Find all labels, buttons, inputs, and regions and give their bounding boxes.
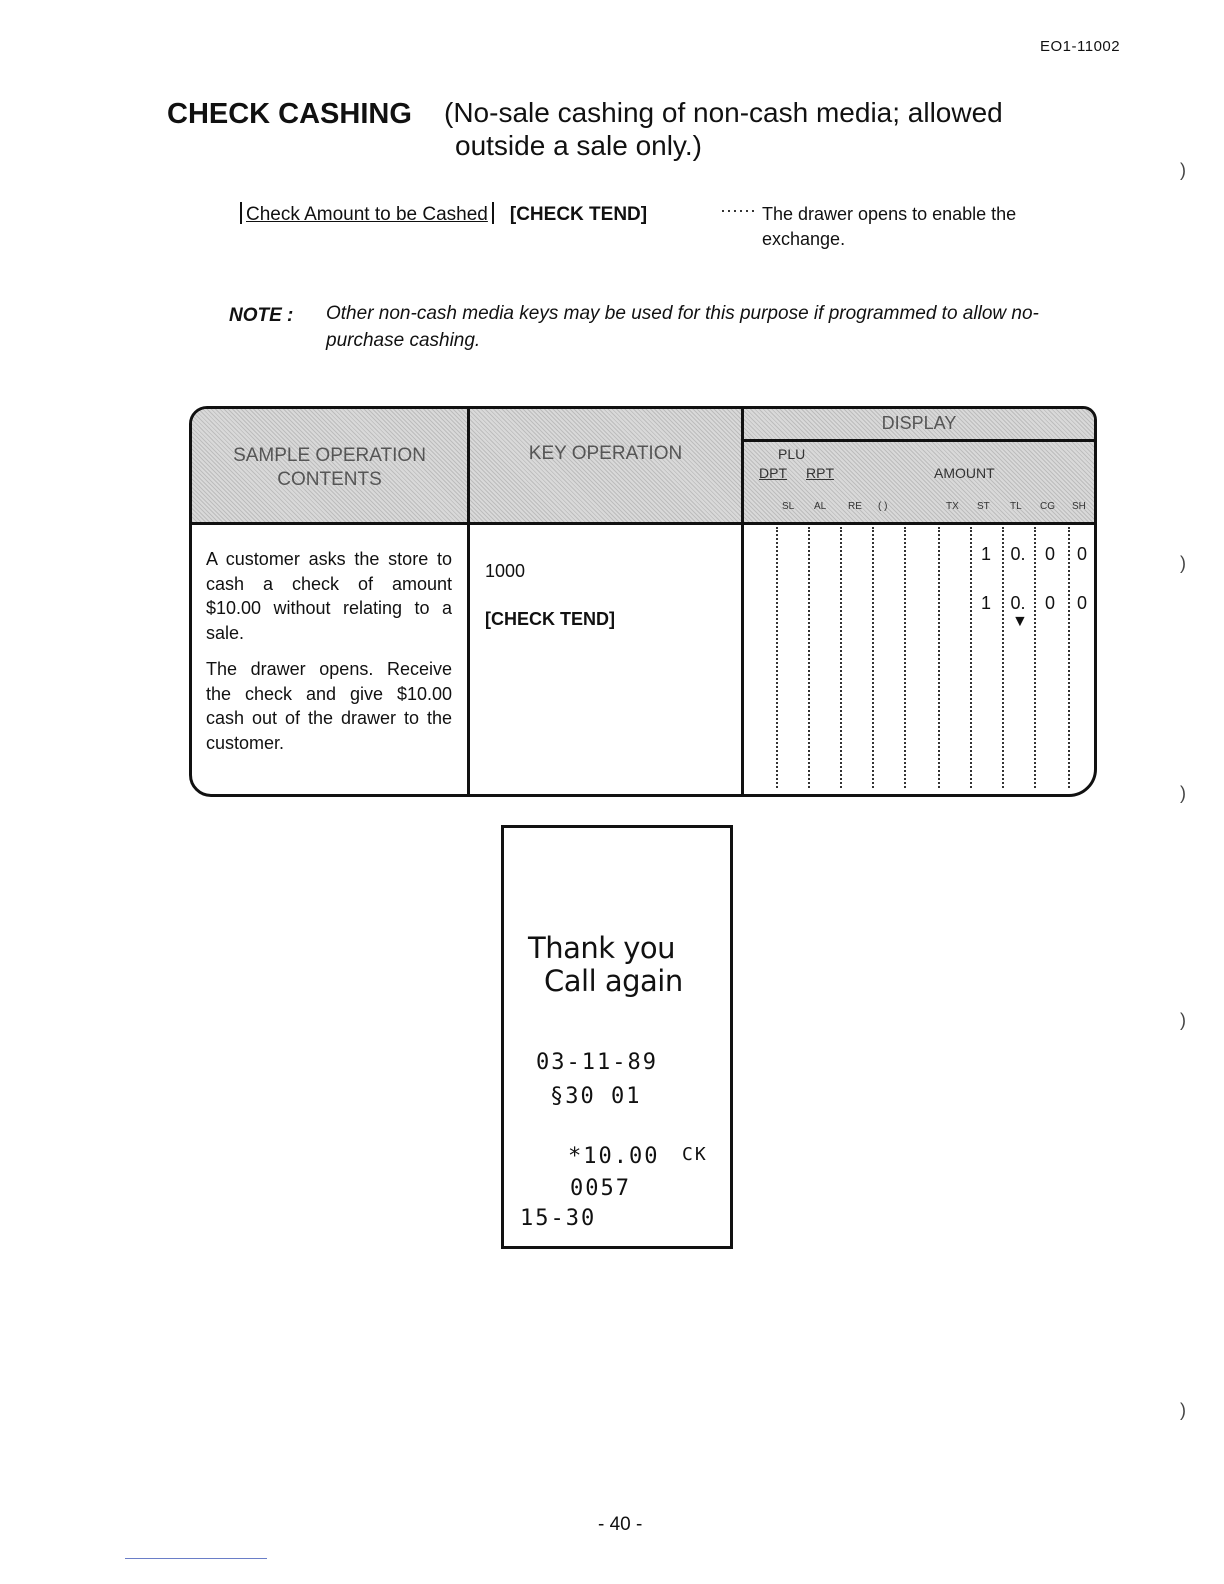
receipt-message: [528, 932, 683, 998]
display-digit: 1: [980, 593, 991, 613]
flag-sh: SH: [1072, 501, 1086, 512]
receipt-consecutive-number: 0057: [570, 1176, 631, 1201]
digit-divider: [872, 527, 874, 788]
digit-divider: [1034, 527, 1036, 788]
display-header: [744, 409, 1094, 525]
receipt-time: 15-30: [520, 1206, 597, 1231]
check-tend-key: [CHECK TEND]: [509, 204, 648, 225]
binding-mark: ): [1180, 1010, 1186, 1030]
key-operation-header: [470, 409, 741, 525]
subtitle-line-2: outside a sale only.): [455, 130, 702, 161]
binding-mark: ): [1180, 783, 1186, 803]
contents-paragraph: The drawer opens. Receive the check and give $10.00 cash out of the drawer to the customer.: [206, 659, 452, 753]
digit-divider: [776, 527, 778, 788]
flag-paren: ( ): [878, 501, 888, 512]
digit-divider: [1002, 527, 1004, 788]
digit-divider: [808, 527, 810, 788]
down-arrow-icon: ▼: [1012, 613, 1028, 630]
page-number: - 40 -: [598, 1514, 643, 1535]
digit-divider: [938, 527, 940, 788]
digit-divider: [904, 527, 906, 788]
flag-al: AL: [814, 501, 827, 512]
dpt-label: DPT: [759, 465, 787, 481]
display-digit: 0: [1076, 544, 1087, 564]
note-text: Other non-cash media keys may be used for this purpose if programmed to allow no-purchase cashing.: [326, 303, 1039, 351]
contents-header-line-1: SAMPLE OPERATION: [233, 445, 426, 466]
subtitle-line-1: (No-sale cashing of non-cash media; allowed: [444, 97, 1003, 128]
flag-sl: SL: [782, 501, 795, 512]
digit-divider: [1068, 527, 1070, 788]
note-label: NOTE :: [229, 305, 294, 326]
display-digit: 0.: [1010, 544, 1026, 564]
plu-label: PLU: [778, 446, 806, 462]
binding-mark: ): [1180, 553, 1186, 573]
receipt-date: 03-11-89: [536, 1050, 658, 1075]
flag-st: ST: [977, 501, 990, 512]
contents-header-line-2: CONTENTS: [277, 469, 382, 490]
section-title: CHECK CASHING: [167, 98, 412, 130]
receipt-store-code: §30 01: [550, 1084, 642, 1109]
display-digit: 0.: [1010, 593, 1026, 613]
receipt-media-symbol: CK: [682, 1144, 708, 1165]
key-op-check-tend: [CHECK TEND]: [485, 609, 615, 629]
flag-tx: TX: [946, 501, 959, 512]
operation-contents: [206, 547, 452, 767]
entry-label: Check Amount to be Cashed: [246, 204, 488, 225]
digit-divider: [840, 527, 842, 788]
rpt-label: RPT: [806, 465, 834, 481]
receipt-amount: *10.00: [568, 1144, 660, 1169]
footer-rule: [125, 1558, 267, 1559]
document-code: EO1-11002: [1040, 38, 1121, 55]
display-digit: 0: [1044, 593, 1055, 613]
display-digit: 0: [1076, 593, 1087, 613]
display-title: DISPLAY: [744, 413, 1094, 442]
key-sequence-result: The drawer opens to enable the exchange.: [762, 204, 1017, 249]
binding-mark: ): [1180, 1400, 1186, 1420]
display-digit: 1: [980, 544, 991, 564]
key-operation-header-text: KEY OPERATION: [528, 443, 683, 464]
key-sequence: [240, 202, 647, 226]
display-column: [744, 409, 1094, 794]
flag-re: RE: [848, 501, 862, 512]
receipt-thank-you: Thank you: [528, 931, 676, 965]
operation-table: [189, 406, 1097, 797]
contents-column: [192, 409, 470, 794]
contents-paragraph: A customer asks the store to cash a check of amount $10.00 without relating to a sale.: [206, 549, 452, 643]
flag-cg: CG: [1040, 501, 1055, 512]
section-subtitle: [444, 96, 1064, 162]
key-operations: [485, 547, 615, 643]
digit-divider: [970, 527, 972, 788]
leader-dots: ······: [720, 200, 756, 220]
receipt-call-again: Call again: [544, 964, 683, 998]
amount-label: AMOUNT: [934, 465, 995, 481]
flag-tl: TL: [1010, 501, 1022, 512]
contents-header: [192, 409, 467, 525]
receipt: [501, 825, 733, 1249]
key-op-amount: 1000: [485, 561, 526, 581]
entry-bar-right: [492, 202, 494, 224]
key-operation-column: [470, 409, 744, 794]
binding-mark: ): [1180, 160, 1186, 180]
display-digit: 0: [1044, 544, 1055, 564]
